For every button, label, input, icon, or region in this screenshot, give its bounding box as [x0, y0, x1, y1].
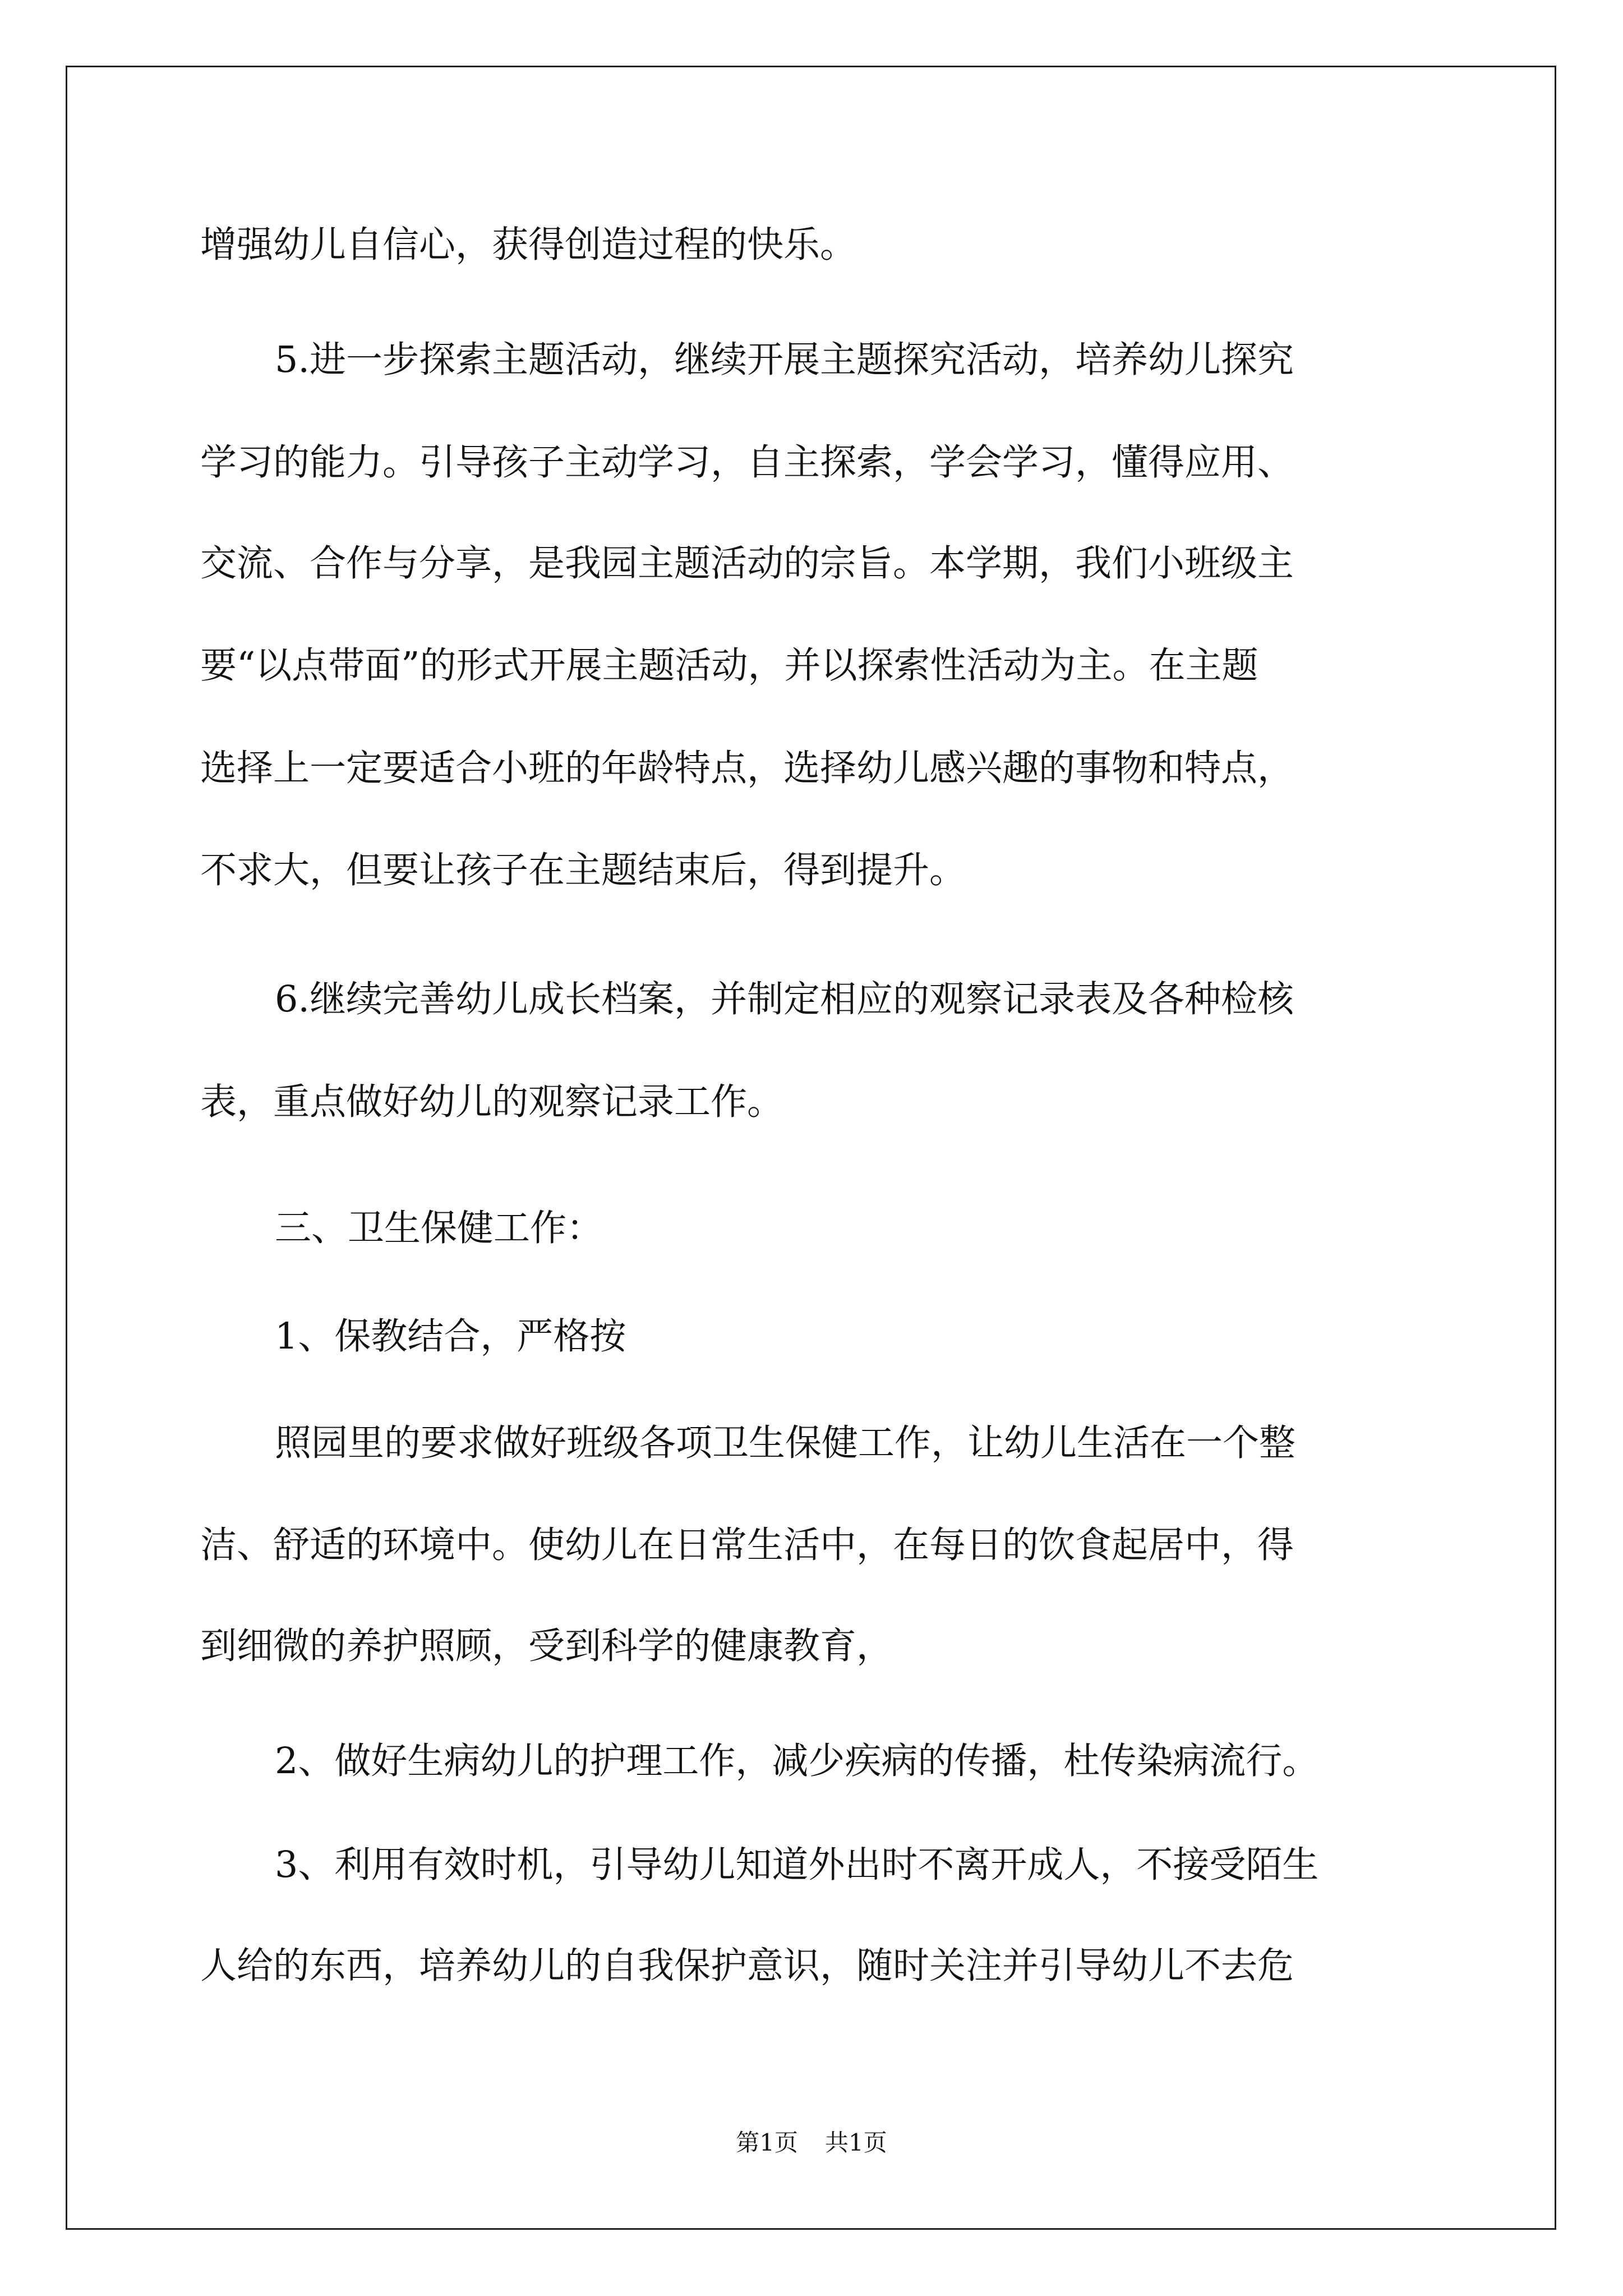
- text-line: 洁、舒适的环境中。使幼儿在日常生活中，在每日的饮食起居中，得: [200, 1524, 1294, 1566]
- text-line: 交流、合作与分享，是我园主题活动的宗旨。本学期，我们小班级主: [200, 542, 1294, 585]
- text-line: 人给的东西，培养幼儿的自我保护意识，随时关注并引导幼儿不去危: [200, 1945, 1294, 1987]
- text-line: 照园里的要求做好班级各项卫生保健工作，让幼儿生活在一个整: [275, 1422, 1296, 1464]
- text-line: 不求大，但要让孩子在主题结束后，得到提升。: [200, 849, 966, 891]
- text-line: 6.继续完善幼儿成长档案，并制定相应的观察记录表及各种检核: [275, 978, 1294, 1020]
- text-line: 5.进一步探索主题活动，继续开展主题探究活动，培养幼儿探究: [275, 339, 1294, 381]
- page-border: [66, 66, 1556, 2230]
- text-line: 学习的能力。引导孩子主动学习，自主探索，学会学习，懂得应用、: [200, 441, 1294, 484]
- text-line: 选择上一定要适合小班的年龄特点，选择幼儿感兴趣的事物和特点，: [200, 747, 1294, 789]
- text-line: 1、保教结合，严格按: [275, 1315, 626, 1358]
- text-line: 到细微的养护照顾，受到科学的健康教育，: [200, 1625, 893, 1667]
- page-footer: [0, 2126, 1623, 2160]
- text-line: 3、利用有效时机，引导幼儿知道外出时不离开成人，不接受陌生: [275, 1844, 1319, 1886]
- page-number: 第1页: [736, 2129, 798, 2156]
- page-total: 共1页: [825, 2129, 887, 2156]
- text-line: 要“以点带面”的形式开展主题活动，并以探索性活动为主。在主题: [200, 645, 1258, 687]
- section-heading: 三、卫生保健工作：: [275, 1207, 603, 1249]
- text-line: 2、做好生病幼儿的护理工作，减少疾病的传播，杜传染病流行。: [275, 1740, 1319, 1782]
- text-line: 表，重点做好幼儿的观察记录工作。: [200, 1081, 784, 1123]
- text-line: 增强幼儿自信心，获得创造过程的快乐。: [200, 224, 857, 266]
